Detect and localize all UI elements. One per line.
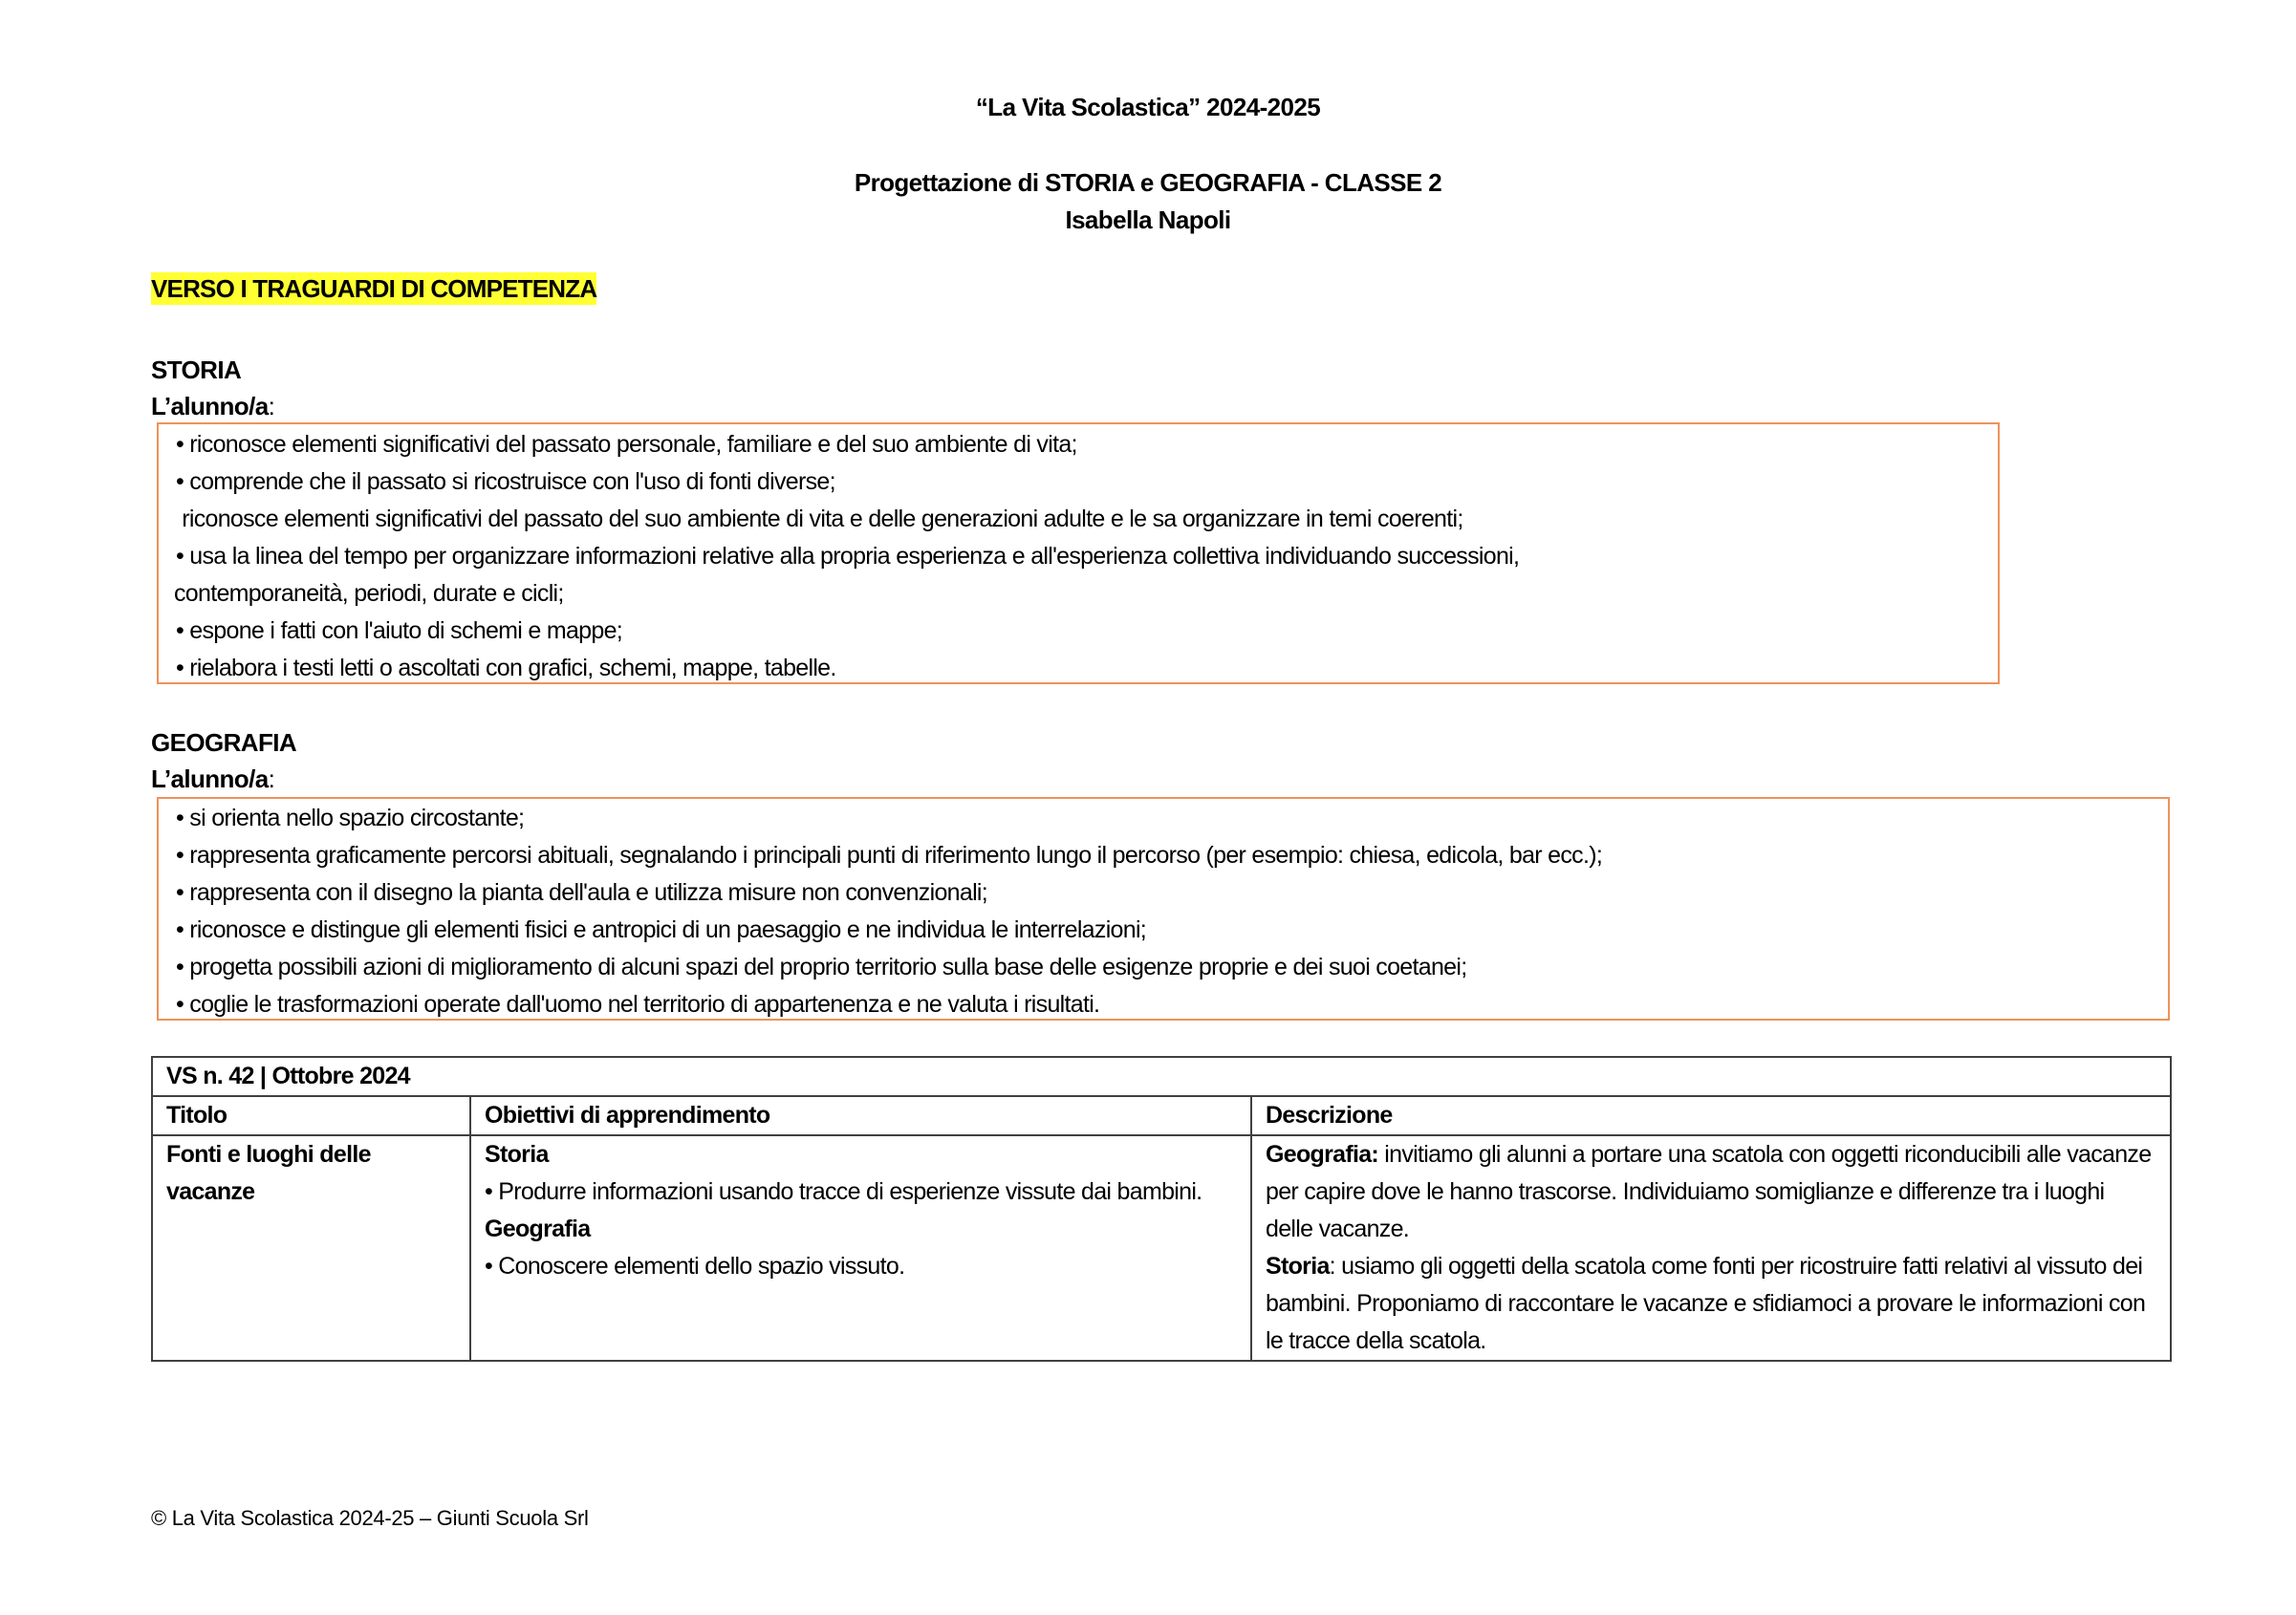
storia-intro-label: L’alunno/a xyxy=(151,392,269,420)
geografia-competence-box xyxy=(157,797,2170,1021)
storia-heading: STORIA xyxy=(151,355,242,384)
table-row xyxy=(152,1135,2171,1361)
list-item: • usa la linea del tempo per organizzare informazioni relative alla propria esperienza e all'esperienza collettiva individuando successioni, xyxy=(176,543,1520,570)
storia-intro xyxy=(151,392,274,421)
list-item: • espone i fatti con l'aiuto di schemi e mappe; xyxy=(176,617,623,644)
descrizione-storia-label: Storia xyxy=(1266,1253,1330,1280)
cell-titolo-text: Fonti e luoghi delle vacanze xyxy=(166,1141,371,1205)
list-item: • si orienta nello spazio circostante; xyxy=(176,805,525,831)
list-item: • comprende che il passato si ricostruisce con l'uso di fonti diverse; xyxy=(176,468,835,495)
descrizione-geografia-text: invitiamo gli alunni a portare una scatola con oggetti riconducibili alle vacanze per capire dove le hanno trascorse. Individuiamo somiglianze e differenze tra i luoghi delle vacanze. xyxy=(1266,1141,2152,1242)
column-header-descrizione: Descrizione xyxy=(1251,1096,2171,1135)
document-title: “La Vita Scolastica” 2024-2025 xyxy=(975,93,1321,121)
list-item: • rappresenta graficamente percorsi abituali, segnalando i principali punti di riferimento lungo il percorso (per esempio: chiesa, edicola, bar ecc.); xyxy=(176,842,1603,869)
geografia-intro-colon: : xyxy=(268,764,275,793)
geografia-heading: GEOGRAFIA xyxy=(151,728,297,757)
storia-intro-colon: : xyxy=(268,392,275,420)
column-header-titolo: Titolo xyxy=(152,1096,470,1135)
geografia-intro xyxy=(151,764,274,794)
list-item: • rielabora i testi letti o ascoltati con grafici, schemi, mappe, tabelle. xyxy=(176,655,836,681)
cell-obiettivi xyxy=(470,1135,1251,1361)
obiettivi-storia-item: • Produrre informazioni usando tracce di esperienze vissute dai bambini. xyxy=(485,1178,1202,1205)
column-header-obiettivi: Obiettivi di apprendimento xyxy=(470,1096,1251,1135)
obiettivi-storia-label: Storia xyxy=(485,1141,549,1168)
obiettivi-geografia-label: Geografia xyxy=(485,1216,591,1242)
footer-copyright: © La Vita Scolastica 2024-25 – Giunti Scuola Srl xyxy=(151,1506,589,1530)
vs-plan-table xyxy=(151,1056,2172,1362)
list-item: • riconosce e distingue gli elementi fisici e antropici di un paesaggio e ne individua le interrelazioni; xyxy=(176,916,1147,943)
storia-competence-box xyxy=(157,422,2000,684)
descrizione-storia xyxy=(1266,1248,2156,1360)
descrizione-geografia xyxy=(1266,1136,2156,1248)
section-title-highlight: VERSO I TRAGUARDI DI COMPETENZA xyxy=(151,274,597,303)
list-item: contemporaneità, periodi, durate e cicli; xyxy=(174,580,564,607)
list-item: • progetta possibili azioni di miglioramento di alcuni spazi del proprio territorio sulla base delle esigenze proprie e dei suoi coetanei; xyxy=(176,954,1467,980)
obiettivi-geografia-item: • Conoscere elementi dello spazio vissuto. xyxy=(485,1253,905,1280)
cell-descrizione xyxy=(1251,1135,2171,1361)
list-item: • coglie le trasformazioni operate dall'uomo nel territorio di appartenenza e ne valuta i risultati. xyxy=(176,991,1100,1018)
section-title xyxy=(151,274,596,304)
descrizione-geografia-label: Geografia: xyxy=(1266,1141,1379,1168)
geografia-intro-label: L’alunno/a xyxy=(151,764,269,793)
document-subtitle: Progettazione di STORIA e GEOGRAFIA - CLASSE 2 xyxy=(854,168,1442,197)
list-item: • riconosce elementi significativi del passato personale, familiare e del suo ambiente di vita; xyxy=(176,431,1077,458)
list-item: riconosce elementi significativi del passato del suo ambiente di vita e delle generazioni adulte e le sa organizzare in temi coerenti; xyxy=(176,506,1463,532)
table-caption: VS n. 42 | Ottobre 2024 xyxy=(152,1057,2171,1096)
descrizione-storia-text: : usiamo gli oggetti della scatola come fonti per ricostruire fatti relativi al vissuto dei bambini. Proponiamo di raccontare le vacanze e sfidiamoci a provare le informazioni con le tracce della scatola. xyxy=(1266,1253,2146,1354)
document-author: Isabella Napoli xyxy=(1065,205,1231,234)
list-item: • rappresenta con il disegno la pianta dell'aula e utilizza misure non convenzionali; xyxy=(176,879,988,906)
cell-titolo xyxy=(152,1135,470,1361)
